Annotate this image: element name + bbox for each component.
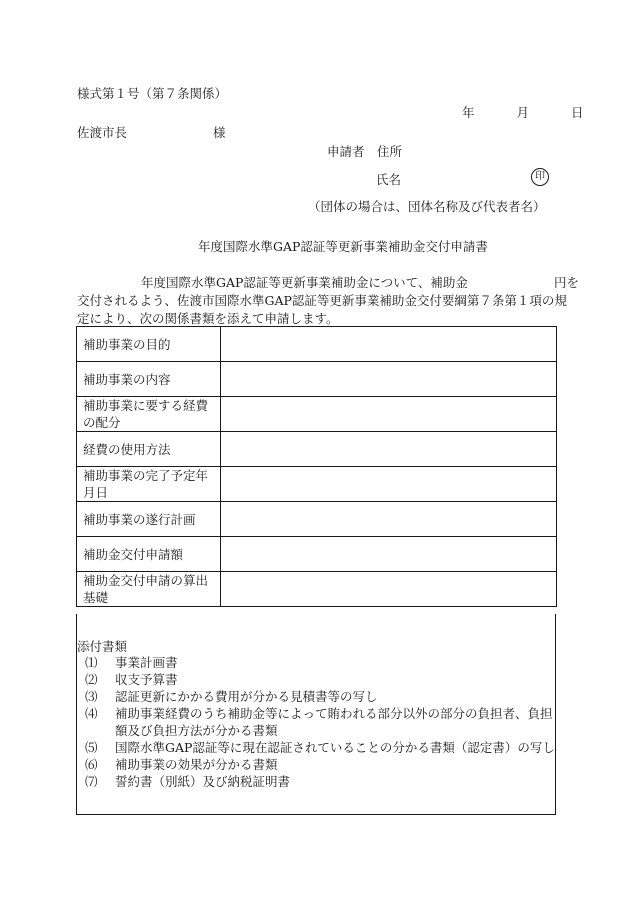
attachment-number: ⑵ bbox=[85, 672, 98, 687]
row-value-field[interactable] bbox=[221, 397, 557, 432]
table-row bbox=[77, 327, 557, 362]
attachment-text: 収支予算書 bbox=[115, 672, 178, 687]
attachment-number: ⑷ bbox=[85, 706, 98, 721]
attachment-item bbox=[85, 654, 555, 671]
row-label: 補助金交付申請額 bbox=[77, 537, 221, 572]
attachments-section bbox=[76, 614, 556, 815]
addressee-name: 佐渡市長 bbox=[77, 125, 128, 140]
statement-line-1b: 円を bbox=[553, 275, 579, 290]
row-value-field[interactable] bbox=[221, 537, 557, 572]
row-label: 補助事業の目的 bbox=[77, 327, 221, 362]
attachment-text: 認証更新にかかる費用が分かる見積書等の写し bbox=[115, 689, 378, 704]
application-items-table bbox=[76, 326, 557, 607]
attachment-number: ⑸ bbox=[85, 740, 98, 755]
row-label: 補助事業の完了予定年月日 bbox=[77, 467, 221, 502]
application-statement bbox=[77, 274, 579, 328]
attachment-item bbox=[85, 688, 555, 705]
seal-icon: 印 bbox=[531, 168, 549, 186]
row-value-field[interactable] bbox=[221, 362, 557, 397]
form-number: 様式第１号（第７条関係） bbox=[77, 86, 228, 101]
attachment-number: ⑺ bbox=[85, 774, 98, 789]
attachment-text: 国際水準GAP認証等に現在認証されていることの分かる書類（認定書）の写し bbox=[115, 740, 555, 755]
applicant-address-label: 申請者 住所 bbox=[327, 144, 403, 159]
attachment-item bbox=[85, 773, 555, 790]
attachment-item bbox=[85, 671, 555, 688]
statement-line-2: 交付されるよう、佐渡市国際水準GAP認証等更新事業補助金交付要綱第７条第１項の規 bbox=[77, 293, 567, 308]
row-value-field[interactable] bbox=[221, 502, 557, 537]
attachment-text: 補助事業の効果が分かる書類 bbox=[115, 757, 278, 772]
attachment-item bbox=[85, 756, 555, 773]
attachment-number: ⑶ bbox=[85, 689, 98, 704]
statement-line-1 bbox=[77, 274, 579, 292]
date-year-label: 年 bbox=[462, 105, 475, 120]
document-title: 年度国際水準GAP認証等更新事業補助金交付申請書 bbox=[198, 239, 488, 254]
statement-line-1a: 年度国際水準GAP認証等更新事業補助金について、補助金 bbox=[141, 275, 468, 290]
table-row bbox=[77, 432, 557, 467]
attachment-text: 補助事業経費のうち補助金等によって賄われる部分以外の部分の負担者、負担 bbox=[115, 706, 553, 721]
table-row bbox=[77, 362, 557, 397]
row-label: 補助金交付申請の算出基礎 bbox=[77, 572, 221, 607]
row-label: 経費の使用方法 bbox=[77, 432, 221, 467]
attachment-text: 事業計画書 bbox=[115, 655, 178, 670]
date-day-label: 日 bbox=[570, 105, 584, 120]
addressee bbox=[77, 123, 226, 141]
attachment-item bbox=[85, 705, 555, 722]
attachment-number: ⑹ bbox=[85, 757, 98, 772]
table-row bbox=[77, 537, 557, 572]
date-fields bbox=[462, 103, 583, 121]
attachment-text: 誓約書（別紙）及び納税証明書 bbox=[115, 774, 291, 789]
addressee-suffix: 様 bbox=[213, 125, 226, 140]
applicant-name-label: 氏名 bbox=[376, 172, 402, 187]
table-row bbox=[77, 502, 557, 537]
attachments-title: 添付書類 bbox=[77, 639, 128, 654]
row-value-field[interactable] bbox=[221, 327, 557, 362]
row-label: 補助事業の遂行計画 bbox=[77, 502, 221, 537]
row-value-field[interactable] bbox=[221, 432, 557, 467]
statement-line-3: 定により、次の関係書類を添えて申請します。 bbox=[77, 311, 339, 326]
row-label: 補助事業の内容 bbox=[77, 362, 221, 397]
date-month-label: 月 bbox=[516, 105, 529, 120]
attachments-list bbox=[85, 654, 555, 790]
row-value-field[interactable] bbox=[221, 467, 557, 502]
table-row bbox=[77, 572, 557, 607]
attachment-number: ⑴ bbox=[85, 655, 98, 670]
attachment-text-continued: 額及び負担方法が分かる書類 bbox=[115, 723, 278, 738]
attachment-item bbox=[85, 739, 555, 756]
table-row bbox=[77, 397, 557, 432]
row-label: 補助事業に要する経費の配分 bbox=[77, 397, 221, 432]
table-row bbox=[77, 467, 557, 502]
group-note: （団体の場合は、団体名称及び代表者名） bbox=[308, 199, 546, 214]
row-value-field[interactable] bbox=[221, 572, 557, 607]
